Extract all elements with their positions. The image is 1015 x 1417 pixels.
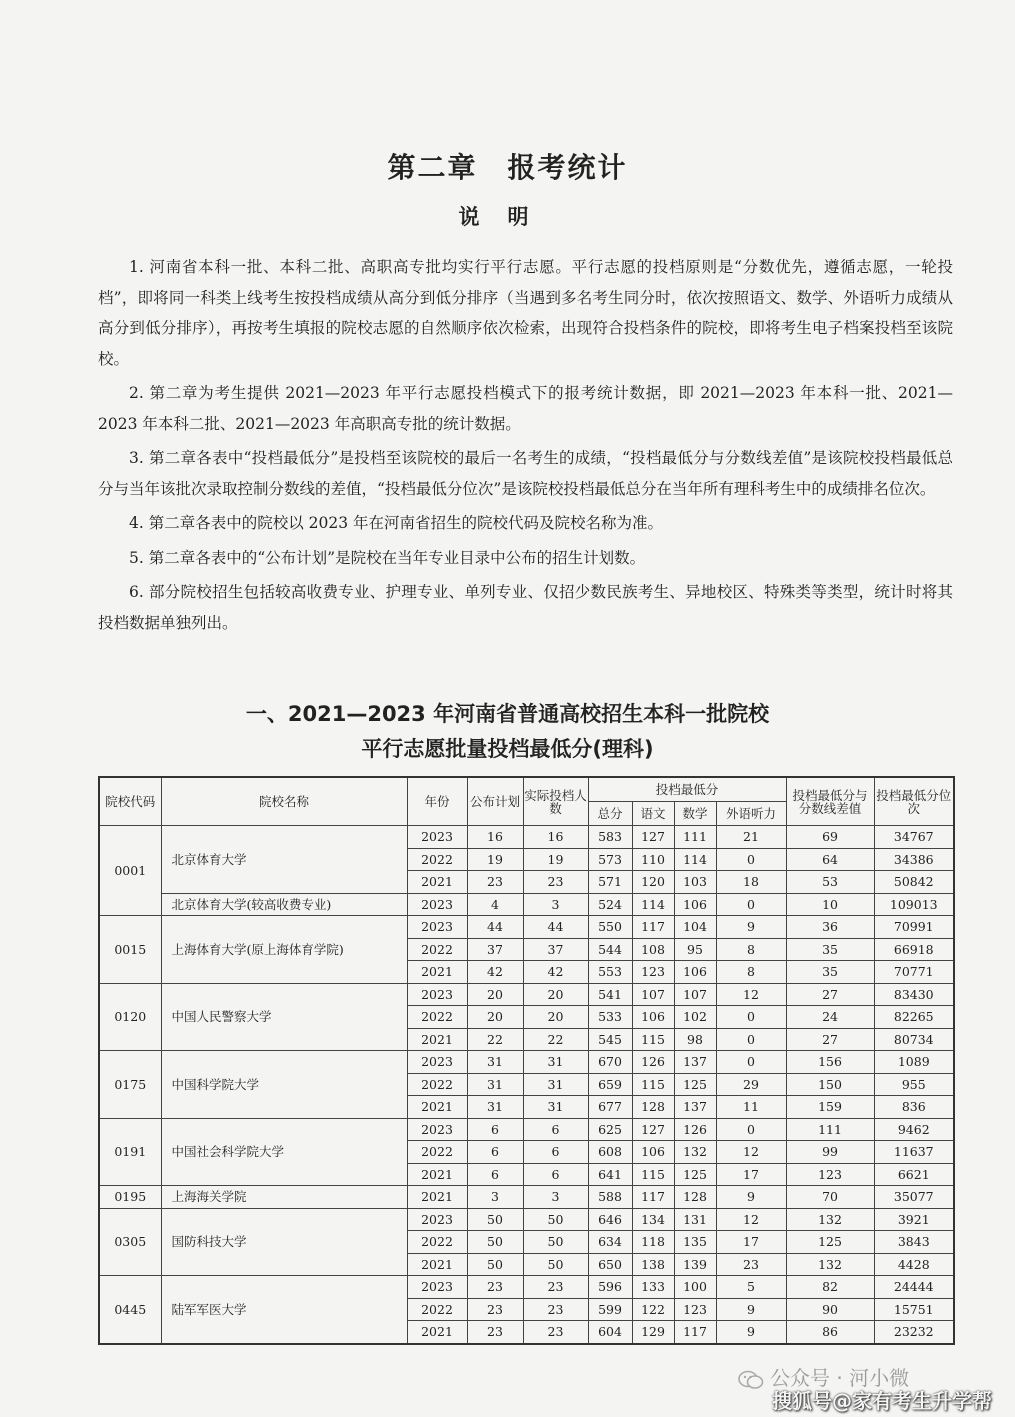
- table-cell: 23: [716, 1253, 786, 1276]
- table-cell: 599: [588, 1298, 632, 1321]
- table-cell: 3: [523, 893, 588, 916]
- table-cell: 650: [588, 1253, 632, 1276]
- table-cell: 0: [716, 848, 786, 871]
- table-cell: 120: [632, 871, 674, 894]
- table-cell: 2021: [407, 1253, 467, 1276]
- table-cell: 2023: [407, 826, 467, 849]
- table-cell: 22: [523, 1028, 588, 1051]
- table-cell: 21: [716, 826, 786, 849]
- table-cell: 103: [674, 871, 716, 894]
- table-cell: 134: [632, 1208, 674, 1231]
- table-body: [99, 826, 954, 1344]
- table-cell: 1089: [874, 1051, 954, 1074]
- table-cell: 2022: [407, 1231, 467, 1254]
- table-cell: 133: [632, 1276, 674, 1299]
- table-cell: 0: [716, 1051, 786, 1074]
- table-row: [99, 1051, 954, 1074]
- table-cell: 82: [786, 1276, 874, 1299]
- table-cell: 20: [523, 1006, 588, 1029]
- table-cell: 23: [467, 1321, 523, 1344]
- header-total: 总分: [588, 802, 632, 826]
- table-cell: 2021: [407, 871, 467, 894]
- table-cell: 111: [786, 1118, 874, 1141]
- table-cell: 23: [523, 1321, 588, 1344]
- table-cell: 641: [588, 1163, 632, 1186]
- table-cell: 3: [467, 1186, 523, 1209]
- section-title-line2: 平行志愿批量投档最低分(理科): [361, 737, 654, 761]
- table-cell: 50: [523, 1208, 588, 1231]
- sohu-watermark: 搜狐号@家有考生升学帮: [772, 1389, 992, 1413]
- table-cell: 23: [467, 871, 523, 894]
- table-cell: 111: [674, 826, 716, 849]
- school-code-cell: 0001: [99, 826, 161, 916]
- table-cell: 34767: [874, 826, 954, 849]
- table-cell: 2022: [407, 1298, 467, 1321]
- chapter-name: 报考统计: [507, 151, 628, 184]
- table-cell: 50: [467, 1231, 523, 1254]
- table-cell: 128: [632, 1096, 674, 1119]
- table-cell: 19: [523, 848, 588, 871]
- table-cell: 125: [786, 1231, 874, 1254]
- school-code-cell: 0305: [99, 1208, 161, 1276]
- table-cell: 9: [716, 916, 786, 939]
- table-cell: 122: [632, 1298, 674, 1321]
- school-code-cell: 0120: [99, 983, 161, 1051]
- table-row: [99, 983, 954, 1006]
- table-cell: 70: [786, 1186, 874, 1209]
- header-code: 院校代码: [99, 777, 161, 826]
- table-cell: 132: [786, 1253, 874, 1276]
- table-cell: 2022: [407, 938, 467, 961]
- paragraph-5: 5. 第二章各表中的“公布计划”是院校在当年专业目录中公布的招生计划数。: [129, 548, 646, 567]
- table-cell: 524: [588, 893, 632, 916]
- table-cell: 6: [523, 1141, 588, 1164]
- table-cell: 12: [716, 983, 786, 1006]
- table-cell: 34386: [874, 848, 954, 871]
- paragraph-4: 4. 第二章各表中的院校以 2023 年在河南省招生的院校代码及院校名称为准。: [129, 514, 664, 532]
- table-row: [99, 893, 954, 916]
- table-cell: 90: [786, 1298, 874, 1321]
- table-cell: 132: [786, 1208, 874, 1231]
- table-cell: 24444: [874, 1276, 954, 1299]
- table-cell: 2023: [407, 916, 467, 939]
- header-name: 院校名称: [161, 777, 407, 826]
- table-cell: 22: [467, 1028, 523, 1051]
- table-cell: 23: [523, 1298, 588, 1321]
- table-cell: 123: [786, 1163, 874, 1186]
- table-row: [99, 1118, 954, 1141]
- table-cell: 50: [467, 1253, 523, 1276]
- table-cell: 583: [588, 826, 632, 849]
- table-cell: 127: [632, 826, 674, 849]
- school-name-cell: 国防科技大学: [161, 1208, 407, 1276]
- table-cell: 126: [632, 1051, 674, 1074]
- table-cell: 35: [786, 938, 874, 961]
- wechat-icon: [738, 1370, 764, 1390]
- table-cell: 159: [786, 1096, 874, 1119]
- table-cell: 23: [467, 1298, 523, 1321]
- table-cell: 0: [716, 1118, 786, 1141]
- table-cell: 70991: [874, 916, 954, 939]
- table-cell: 12: [716, 1141, 786, 1164]
- table-cell: 102: [674, 1006, 716, 1029]
- table-cell: 533: [588, 1006, 632, 1029]
- table-cell: 659: [588, 1073, 632, 1096]
- table-cell: 107: [674, 983, 716, 1006]
- school-name-cell: 上海海关学院: [161, 1186, 407, 1209]
- table-cell: 100: [674, 1276, 716, 1299]
- table-cell: 2023: [407, 1118, 467, 1141]
- table-cell: 44: [523, 916, 588, 939]
- header-min-score: 投档最低分: [588, 777, 786, 802]
- school-code-cell: 0195: [99, 1186, 161, 1209]
- table-cell: 836: [874, 1096, 954, 1119]
- table-cell: 107: [632, 983, 674, 1006]
- table-cell: 137: [674, 1096, 716, 1119]
- table-cell: 2021: [407, 1096, 467, 1119]
- table-cell: 2023: [407, 893, 467, 916]
- school-code-cell: 0445: [99, 1276, 161, 1344]
- table-cell: 544: [588, 938, 632, 961]
- table-cell: 20: [467, 1006, 523, 1029]
- table-cell: 6: [467, 1118, 523, 1141]
- chapter-title: [0, 146, 1015, 186]
- table-cell: 5: [716, 1276, 786, 1299]
- table-cell: 11: [716, 1096, 786, 1119]
- table-cell: 6: [467, 1163, 523, 1186]
- table-cell: 2021: [407, 961, 467, 984]
- table-row: [99, 1276, 954, 1299]
- table-cell: 20: [523, 983, 588, 1006]
- header-actual: 实际投档人数: [523, 777, 588, 826]
- table-cell: 23: [523, 1276, 588, 1299]
- table-cell: 86: [786, 1321, 874, 1344]
- table-cell: 117: [632, 1186, 674, 1209]
- table-row: [99, 916, 954, 939]
- table-cell: 42: [467, 961, 523, 984]
- table-cell: 70771: [874, 961, 954, 984]
- table-cell: 573: [588, 848, 632, 871]
- table-cell: 132: [674, 1141, 716, 1164]
- table-cell: 4: [467, 893, 523, 916]
- table-cell: 2021: [407, 1028, 467, 1051]
- table-cell: 677: [588, 1096, 632, 1119]
- table-cell: 135: [674, 1231, 716, 1254]
- table-cell: 16: [523, 826, 588, 849]
- table-cell: 2021: [407, 1321, 467, 1344]
- table-cell: 571: [588, 871, 632, 894]
- table-cell: 83430: [874, 983, 954, 1006]
- table-cell: 8: [716, 938, 786, 961]
- wechat-watermark-text: 公众号 · 河小微: [770, 1366, 910, 1390]
- table-cell: 108: [632, 938, 674, 961]
- table-row: [99, 1186, 954, 1209]
- table-cell: 50: [467, 1208, 523, 1231]
- table-cell: 37: [467, 938, 523, 961]
- table-cell: 156: [786, 1051, 874, 1074]
- table-cell: 109013: [874, 893, 954, 916]
- explanation-body: [98, 252, 953, 642]
- table-cell: 31: [467, 1096, 523, 1119]
- admission-score-table: [98, 776, 955, 1345]
- table-cell: 608: [588, 1141, 632, 1164]
- table-cell: 44: [467, 916, 523, 939]
- table-cell: 35077: [874, 1186, 954, 1209]
- table-cell: 17: [716, 1163, 786, 1186]
- table-cell: 27: [786, 1028, 874, 1051]
- table-cell: 106: [632, 1006, 674, 1029]
- table-cell: 9: [716, 1321, 786, 1344]
- table-cell: 128: [674, 1186, 716, 1209]
- table-cell: 31: [467, 1073, 523, 1096]
- header-chinese: 语文: [632, 802, 674, 826]
- table-cell: 64: [786, 848, 874, 871]
- table-cell: 550: [588, 916, 632, 939]
- table-cell: 0: [716, 893, 786, 916]
- table-cell: 4428: [874, 1253, 954, 1276]
- table-cell: 3921: [874, 1208, 954, 1231]
- school-name-cell: 中国科学院大学: [161, 1051, 407, 1119]
- table-cell: 553: [588, 961, 632, 984]
- school-code-cell: 0191: [99, 1118, 161, 1186]
- table-cell: 596: [588, 1276, 632, 1299]
- school-name-cell: 上海体育大学(原上海体育学院): [161, 916, 407, 984]
- table-cell: 17: [716, 1231, 786, 1254]
- table-cell: 9: [716, 1186, 786, 1209]
- header-year: 年份: [407, 777, 467, 826]
- header-plan: 公布计划: [467, 777, 523, 826]
- table-cell: 114: [674, 848, 716, 871]
- paragraph-2: 2. 第二章为考生提供 2021—2023 年平行志愿投档模式下的报考统计数据，即 2021—2023 年本科一批、2021—2023 年本科二批、2021—2023 年高职高专批的统计数据。: [98, 384, 953, 433]
- table-cell: 9462: [874, 1118, 954, 1141]
- table-header: [99, 777, 954, 826]
- table-cell: 2023: [407, 983, 467, 1006]
- table-cell: 114: [632, 893, 674, 916]
- paragraph-3: 3. 第二章各表中“投档最低分”是投档至该院校的最后一名考生的成绩，“投档最低分与分数线差值”是该院校投档最低总分与当年该批次录取控制分数线的差值，“投档最低分位次”是该院校投档最低总分在当年所有理科考生中的成绩排名位次。: [98, 449, 953, 498]
- school-name-cell: 中国社会科学院大学: [161, 1118, 407, 1186]
- table-cell: 115: [632, 1163, 674, 1186]
- table-cell: 138: [632, 1253, 674, 1276]
- school-name-cell: 北京体育大学(较高收费专业): [161, 893, 407, 916]
- table-cell: 12: [716, 1208, 786, 1231]
- table-cell: 2021: [407, 1163, 467, 1186]
- school-name-cell: 陆军军医大学: [161, 1276, 407, 1344]
- section-title-line1: 一、2021—2023 年河南省普通高校招生本科一批院校: [245, 702, 770, 726]
- table-cell: 9: [716, 1298, 786, 1321]
- table-cell: 82265: [874, 1006, 954, 1029]
- table-cell: 125: [674, 1163, 716, 1186]
- table-cell: 129: [632, 1321, 674, 1344]
- table-cell: 23: [467, 1276, 523, 1299]
- table-cell: 99: [786, 1141, 874, 1164]
- table-cell: 50: [523, 1253, 588, 1276]
- header-math: 数学: [674, 802, 716, 826]
- table-cell: 2021: [407, 1186, 467, 1209]
- table-cell: 117: [674, 1321, 716, 1344]
- table-cell: 150: [786, 1073, 874, 1096]
- table-cell: 98: [674, 1028, 716, 1051]
- table-cell: 118: [632, 1231, 674, 1254]
- table-cell: 69: [786, 826, 874, 849]
- table-cell: 15751: [874, 1298, 954, 1321]
- table-cell: 634: [588, 1231, 632, 1254]
- table-cell: 3: [523, 1186, 588, 1209]
- paragraph-1: 1. 河南省本科一批、本科二批、高职高专批均实行平行志愿。平行志愿的投档原则是“分数优先，遵循志愿，一轮投档”，即将同一科类上线考生按投档成绩从高分到低分排序（当遇到多名考生同分时，依次按照语文、数学、外语听力成绩从高分到低分排序），再按考生填报的院校志愿的自然顺序依次检索，出现符合投档条件的院校，即将考生电子档案投档至该院校。: [98, 258, 953, 368]
- table-cell: 29: [716, 1073, 786, 1096]
- table-cell: 123: [632, 961, 674, 984]
- table-cell: 20: [467, 983, 523, 1006]
- table-cell: 27: [786, 983, 874, 1006]
- table-cell: 137: [674, 1051, 716, 1074]
- table-cell: 588: [588, 1186, 632, 1209]
- table-cell: 117: [632, 916, 674, 939]
- table-cell: 2023: [407, 1051, 467, 1074]
- table-cell: 16: [467, 826, 523, 849]
- school-name-cell: 中国人民警察大学: [161, 983, 407, 1051]
- table-cell: 31: [523, 1073, 588, 1096]
- table-cell: 2022: [407, 1073, 467, 1096]
- table-cell: 110: [632, 848, 674, 871]
- table-cell: 24: [786, 1006, 874, 1029]
- table-cell: 126: [674, 1118, 716, 1141]
- table-cell: 18: [716, 871, 786, 894]
- table-cell: 104: [674, 916, 716, 939]
- table-cell: 3843: [874, 1231, 954, 1254]
- table-cell: 6: [523, 1118, 588, 1141]
- table-cell: 50: [523, 1231, 588, 1254]
- table-cell: 80734: [874, 1028, 954, 1051]
- table-cell: 8: [716, 961, 786, 984]
- table-cell: 36: [786, 916, 874, 939]
- table-cell: 604: [588, 1321, 632, 1344]
- table-cell: 545: [588, 1028, 632, 1051]
- table-cell: 139: [674, 1253, 716, 1276]
- table-cell: 31: [523, 1051, 588, 1074]
- table-cell: 95: [674, 938, 716, 961]
- table-cell: 10: [786, 893, 874, 916]
- table-cell: 37: [523, 938, 588, 961]
- table-cell: 66918: [874, 938, 954, 961]
- table-cell: 106: [674, 893, 716, 916]
- table-cell: 23232: [874, 1321, 954, 1344]
- table-cell: 50842: [874, 871, 954, 894]
- table-cell: 115: [632, 1028, 674, 1051]
- table-cell: 6621: [874, 1163, 954, 1186]
- table-cell: 11637: [874, 1141, 954, 1164]
- chapter-number: 第二章: [387, 151, 478, 184]
- table-cell: 131: [674, 1208, 716, 1231]
- table-cell: 31: [467, 1051, 523, 1074]
- table-cell: 646: [588, 1208, 632, 1231]
- table-cell: 23: [523, 871, 588, 894]
- table-cell: 2023: [407, 1276, 467, 1299]
- table-cell: 125: [674, 1073, 716, 1096]
- table-cell: 2022: [407, 1006, 467, 1029]
- table-cell: 2022: [407, 848, 467, 871]
- table-cell: 6: [467, 1141, 523, 1164]
- header-diff: 投档最低分与分数线差值: [786, 777, 874, 826]
- table-cell: 106: [632, 1141, 674, 1164]
- table-cell: 0: [716, 1006, 786, 1029]
- table-row: [99, 826, 954, 849]
- table-cell: 106: [674, 961, 716, 984]
- table-cell: 42: [523, 961, 588, 984]
- table-row: [99, 1208, 954, 1231]
- table-cell: 2022: [407, 1141, 467, 1164]
- table-cell: 955: [874, 1073, 954, 1096]
- school-code-cell: 0015: [99, 916, 161, 984]
- table-cell: 115: [632, 1073, 674, 1096]
- table-cell: 2023: [407, 1208, 467, 1231]
- table-cell: 53: [786, 871, 874, 894]
- table-cell: 0: [716, 1028, 786, 1051]
- paragraph-6: 6. 部分院校招生包括较高收费专业、护理专业、单列专业、仅招少数民族考生、异地校区、特殊类等类型，统计时将其投档数据单独列出。: [98, 583, 953, 632]
- table-cell: 541: [588, 983, 632, 1006]
- table-cell: 6: [523, 1163, 588, 1186]
- school-code-cell: 0175: [99, 1051, 161, 1119]
- explanation-title: 说明: [458, 204, 557, 229]
- header-listening: 外语听力: [716, 802, 786, 826]
- table-cell: 31: [523, 1096, 588, 1119]
- table-cell: 19: [467, 848, 523, 871]
- header-rank: 投档最低分位次: [874, 777, 954, 826]
- table-cell: 625: [588, 1118, 632, 1141]
- table-cell: 127: [632, 1118, 674, 1141]
- school-name-cell: 北京体育大学: [161, 826, 407, 894]
- table-cell: 123: [674, 1298, 716, 1321]
- table-cell: 35: [786, 961, 874, 984]
- table-cell: 670: [588, 1051, 632, 1074]
